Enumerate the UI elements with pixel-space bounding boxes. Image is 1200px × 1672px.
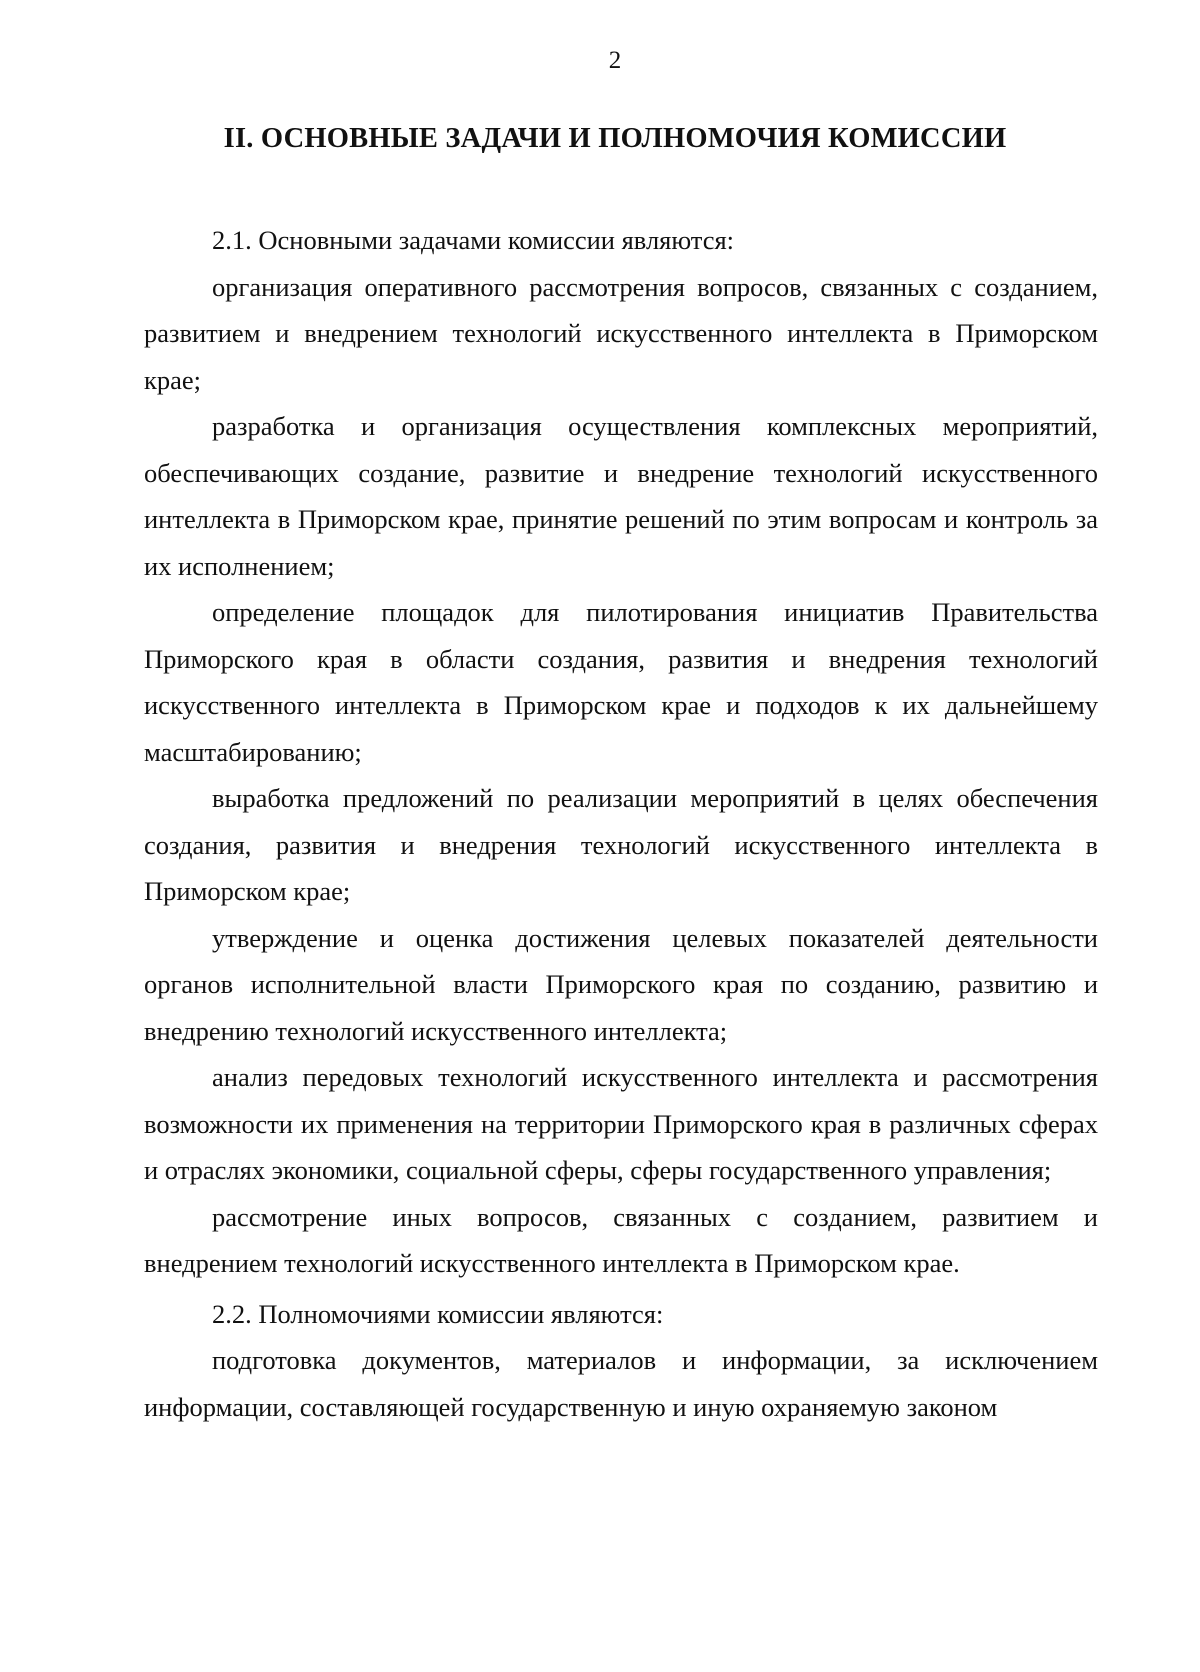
- section-title: II. ОСНОВНЫЕ ЗАДАЧИ И ПОЛНОМОЧИЯ КОМИССИИ: [223, 123, 1007, 154]
- paragraph-task-target-indicators: утверждение и оценка достижения целевых показателей деятельности органов исполнительной власти Приморского края по созданию, развитию и внедрению технологий искусственного интеллекта;: [144, 922, 1098, 1046]
- paragraph-power-document-preparation: подготовка документов, материалов и информации, за исключением информации, составляющей государственную и иную охраняемую законом: [144, 1345, 1098, 1422]
- page-number: 2: [608, 47, 622, 74]
- paragraph-task-other-questions: рассмотрение иных вопросов, связанных с созданием, развитием и внедрением технологий искусственного интеллекта в Приморском крае.: [144, 1201, 1098, 1278]
- paragraph-task-proposals: выработка предложений по реализации мероприятий в целях обеспечения создания, развития и внедрения технологий искусственного интеллекта в Приморском крае;: [144, 783, 1098, 906]
- paragraph-task-operational-review: организация оперативного рассмотрения вопросов, связанных с созданием, развитием и внедрением технологий искусственного интеллекта в Приморском крае;: [144, 271, 1098, 395]
- document-body: [144, 217, 1098, 1430]
- paragraph-task-pilot-sites: определение площадок для пилотирования инициатив Правительства Приморского края в области создания, развития и внедрения технологий искусственного интеллекта в Приморском крае и подходов к их дальнейшему масштабированию;: [144, 597, 1098, 767]
- paragraph-2-2-heading: 2.2. Полномочиями комиссии являются:: [212, 1298, 664, 1329]
- paragraph-task-advanced-technologies: анализ передовых технологий искусственного интеллекта и рассмотрения возможности их применения на территории Приморского края в различных сферах и отраслях экономики, социальной сферы, сферы государственного управления;: [144, 1062, 1098, 1185]
- paragraph-2-1-heading: 2.1. Основными задачами комиссии являются:: [212, 225, 735, 255]
- paragraph-task-complex-measures: разработка и организация осуществления комплексных мероприятий, обеспечивающих создание, развитие и внедрение технологий искусственного интеллекта в Приморском крае, принятие решений по этим вопросам и контроль за их исполнением;: [144, 411, 1098, 581]
